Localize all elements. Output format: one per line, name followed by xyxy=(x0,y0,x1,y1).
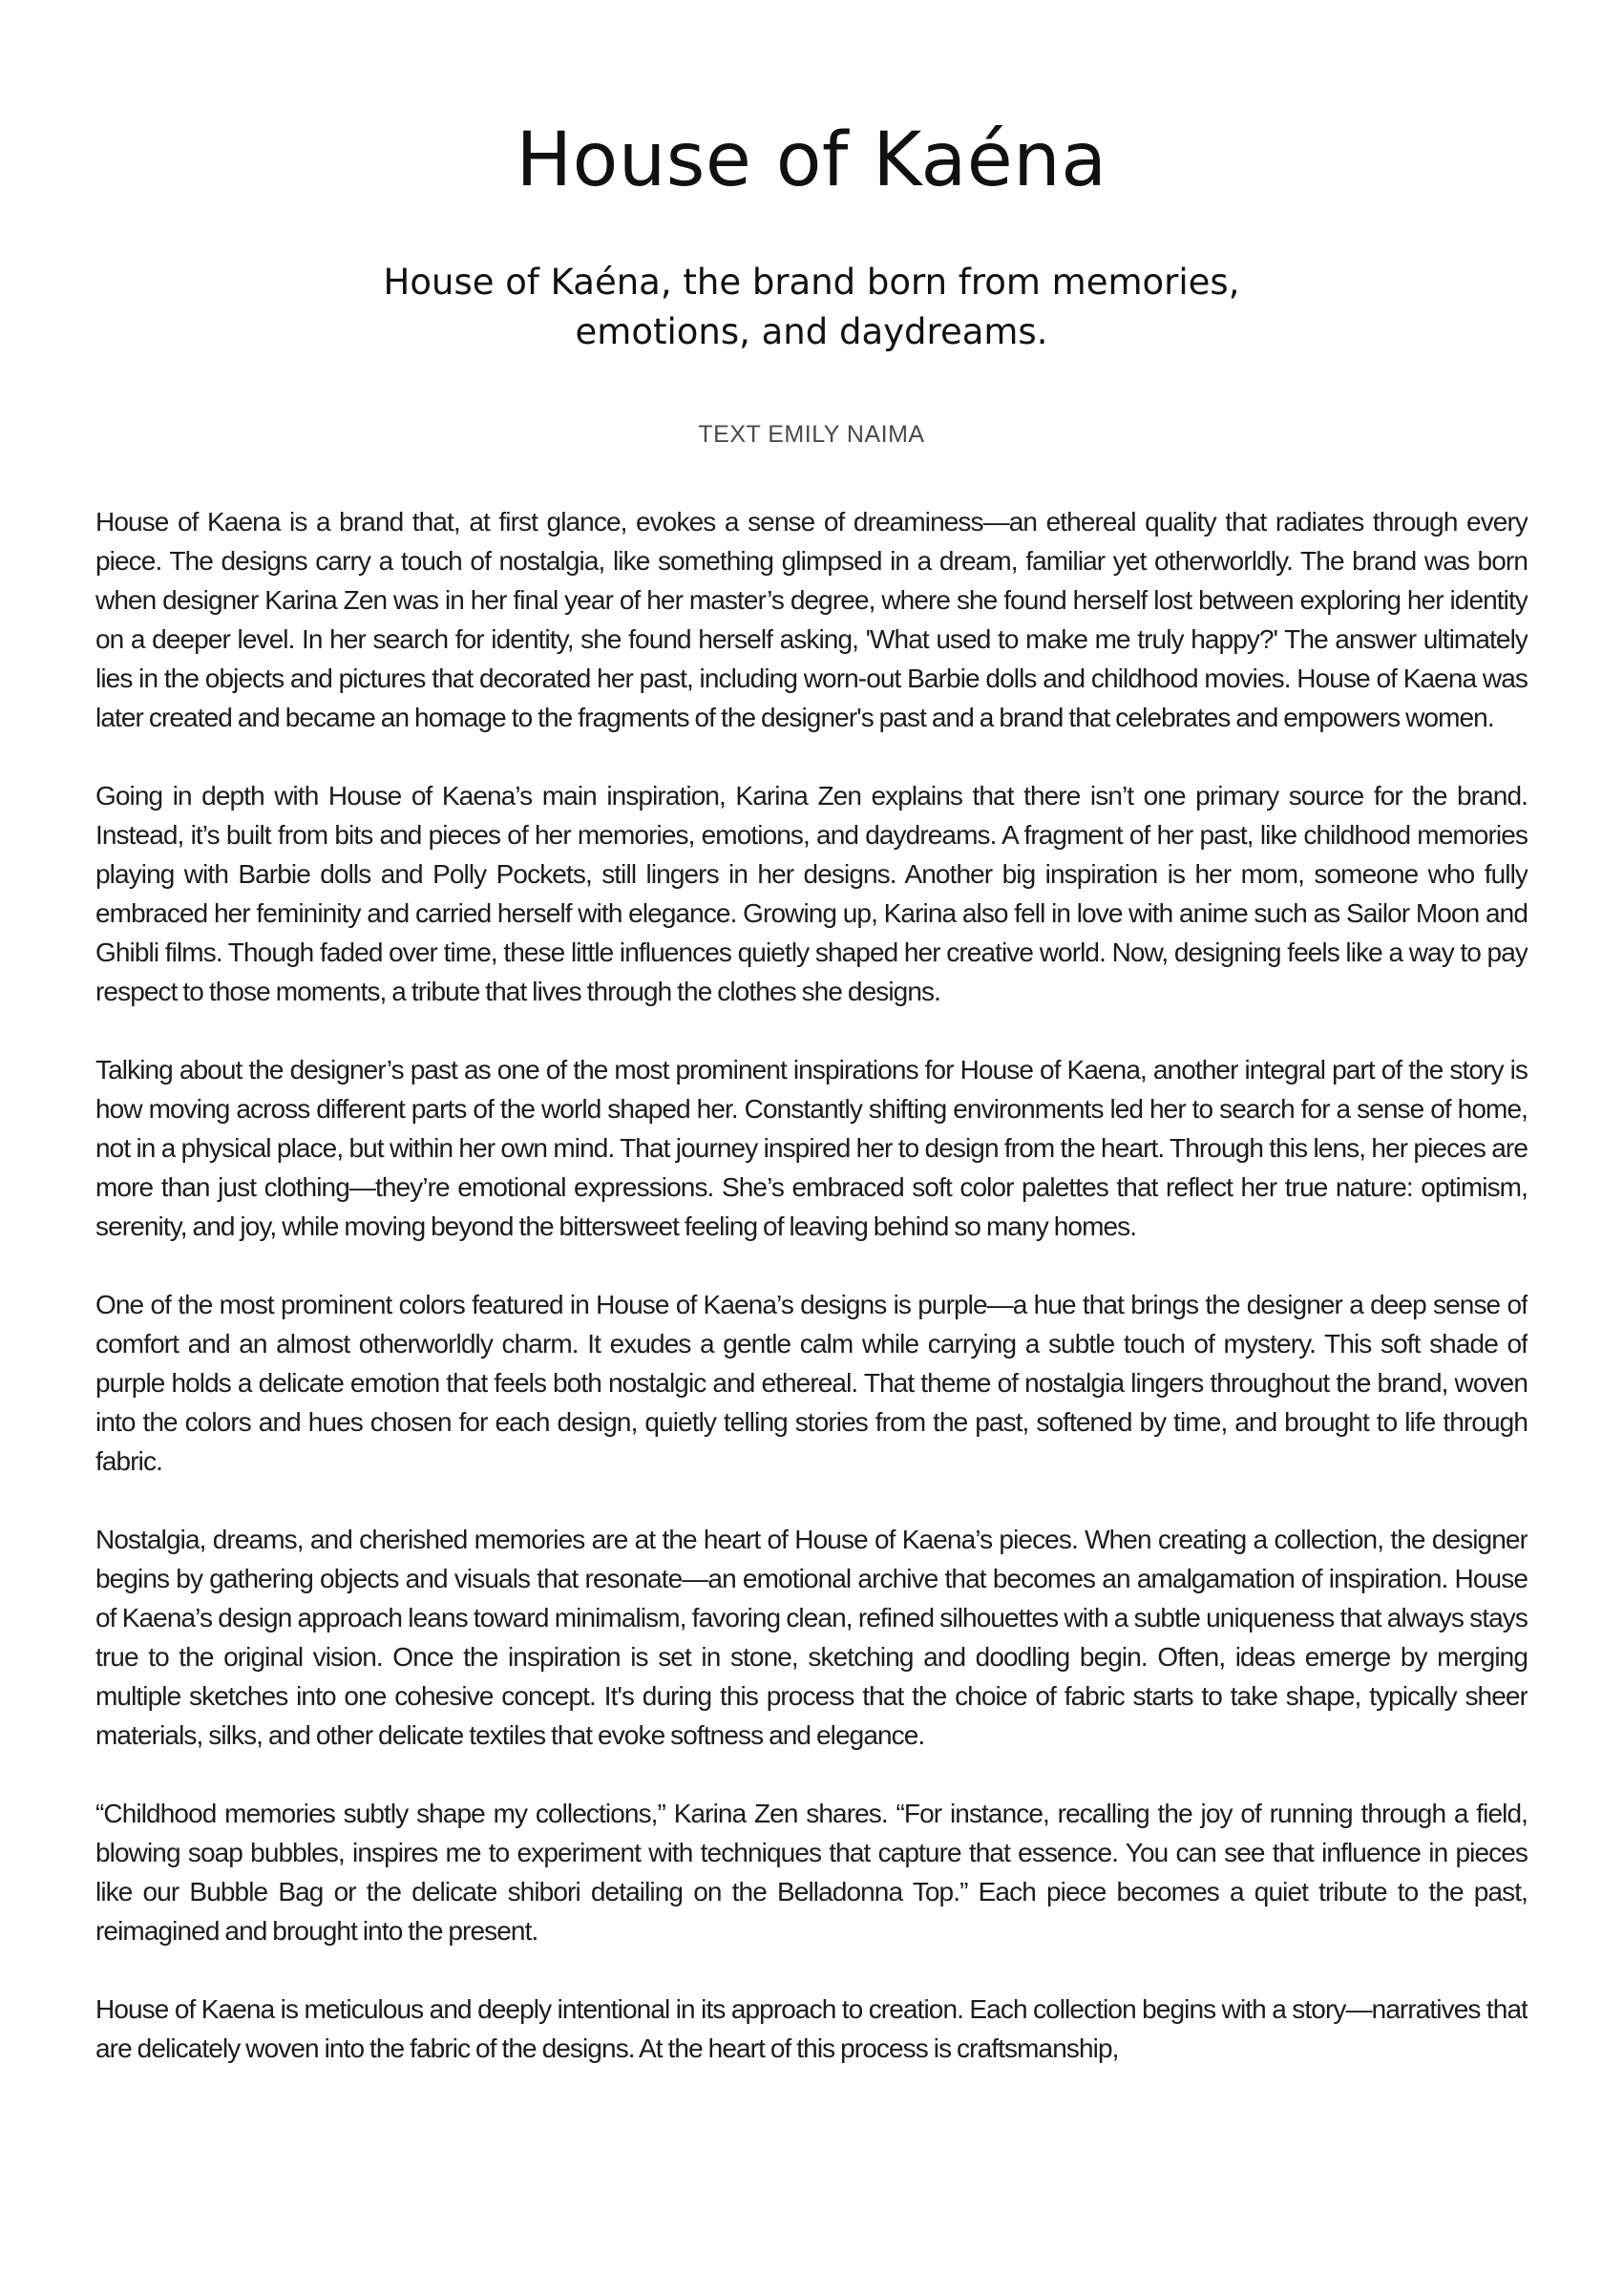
body-paragraph-7: House of Kaena is meticulous and deeply intentional in its approach to creation. Each collection begins with a story—narratives that are delicately woven into the fabric of the designs. At the heart of this process is craftsmanship, xyxy=(95,1994,1528,2063)
body-paragraph-6: “Childhood memories subtly shape my collections,” Karina Zen shares. “For instance, recalling the joy of running through a field, blowing soap bubbles, inspires me to experiment with techniques that capture that essence. You can see that influence in pieces like our Bubble Bag or the delicate shibori detailing on the Belladonna Top.” Each piece becomes a quiet tribute to the past, reimagined and brought into the present. xyxy=(95,1799,1528,1946)
body-paragraph-4: One of the most prominent colors featured in House of Kaena’s designs is purple—a hue that brings the designer a deep sense of comfort and an almost otherworldly charm. It exudes a gentle calm while carrying a subtle touch of mystery. This soft shade of purple holds a delicate emotion that feels both nostalgic and ethereal. That theme of nostalgia lingers throughout the brand, woven into the colors and hues chosen for each design, quietly telling stories from the past, softened by time, and brought to life through fabric. xyxy=(95,1290,1528,1476)
body-paragraph-2: Going in depth with House of Kaena’s main inspiration, Karina Zen explains that there isn’t one primary source for the brand. Instead, it’s built from bits and pieces of her memories, emotions, and daydreams. A fragment of her past, like childhood memories playing with Barbie dolls and Polly Pockets, still lingers in her designs. Another big inspiration is her mom, someone who fully embraced her femininity and carried herself with elegance. Growing up, Karina also fell in love with anime such as Sailor Moon and Ghibli films. Though faded over time, these little influences quietly shaped her creative world. Now, designing feels like a way to pay respect to those moments, a tribute that lives through the clothes she designs. xyxy=(95,781,1528,1006)
body-paragraph-5: Nostalgia, dreams, and cherished memories are at the heart of House of Kaena’s pieces. When creating a collection, the designer begins by gathering objects and visuals that resonate—an emotional archive that becomes an amalgamation of inspiration. House of Kaena’s design approach leans toward minimalism, favoring clean, refined silhouettes with a subtle uniqueness that always stays true to the original vision. Once the inspiration is set in stone, sketching and doodling begin. Often, ideas emerge by merging multiple sketches into one cohesive concept. It's during this process that the choice of fabric starts to take shape, typically sheer materials, silks, and other delicate textiles that evoke softness and elegance. xyxy=(95,1525,1528,1750)
body-paragraph-1: House of Kaena is a brand that, at first glance, evokes a sense of dreaminess—an ethereal quality that radiates through every piece. The designs carry a touch of nostalgia, like something glimpsed in a dream, familiar yet otherworldly. The brand was born when designer Karina Zen was in her final year of her master’s degree, where she found herself lost between exploring her identity on a deeper level. In her search for identity, she found herself asking, 'What used to make me truly happy?' The answer ultimately lies in the objects and pictures that decorated her past, including worn-out Barbie dolls and childhood movies. House of Kaena was later created and became an homage to the fragments of the designer's past and a brand that celebrates and empowers women. xyxy=(95,507,1528,732)
article-byline: TEXT EMILY NAIMA xyxy=(698,421,925,448)
body-paragraph-3: Talking about the designer’s past as one of the most prominent inspirations for House of Kaena, another integral part of the story is how moving across different parts of the world shaped her. Constantly shifting environments led her to search for a sense of home, not in a physical place, but within her own mind. That journey inspired her to design from the heart. Through this lens, her pieces are more than just clothing—they’re emotional expressions. She’s embraced soft color palettes that reflect her true nature: optimism, serenity, and joy, while moving beyond the bittersweet feeling of leaving behind so many homes. xyxy=(95,1055,1528,1241)
article-body xyxy=(95,502,1528,2230)
article-title: House of Kaéna xyxy=(516,117,1107,203)
article-subtitle: House of Kaéna, the brand born from memories, emotions, and daydreams. xyxy=(383,262,1240,352)
